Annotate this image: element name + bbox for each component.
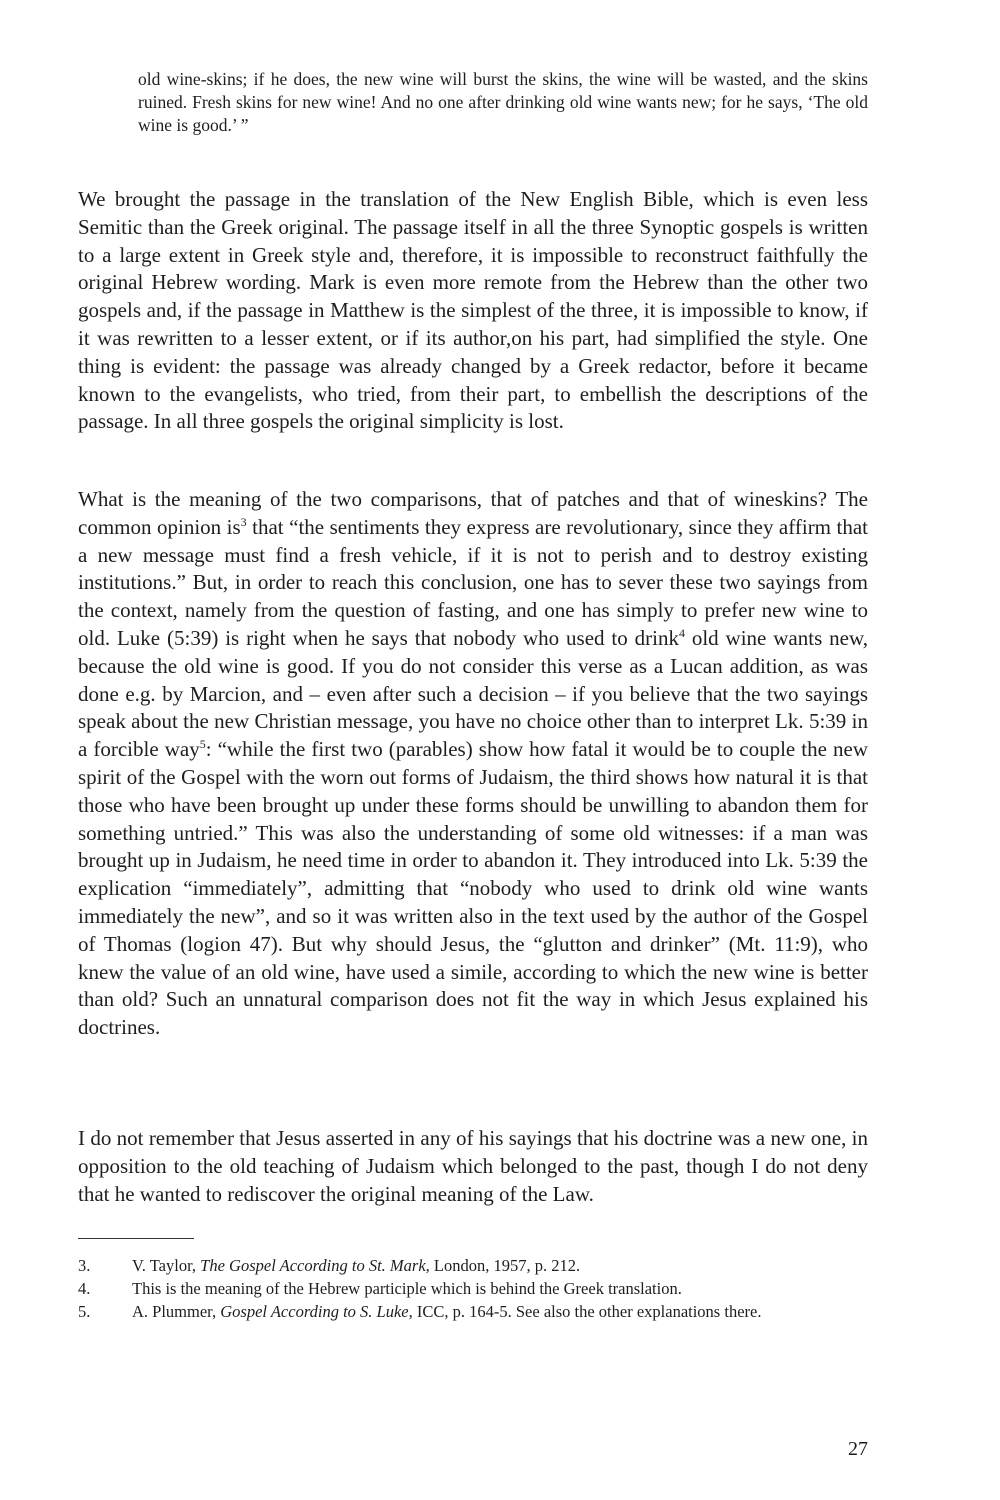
footnote-4 <box>78 1278 868 1300</box>
block-quote: old wine-skins; if he does, the new wine will burst the skins, the wine will be wasted, and the skins ruined. Fresh skins for new wine! And no one after drinking old wine wants new; for he says, ‘The old wine is good.’ ” <box>138 69 868 135</box>
footnote-number: 3. <box>78 1256 91 1275</box>
footnote-text <box>132 1301 868 1323</box>
footnote-citation: ICC, p. 164-5. See also the other explanations there. <box>412 1302 762 1321</box>
paragraph-1: We brought the passage in the translation of the New English Bible, which is even less Semitic than the Greek original. The passage itself in all the three Synoptic gospels is written to a large extent in Greek style and, therefore, it is impossible to reconstruct faithfully the original Hebrew wording. Mark is even more remote from the Hebrew than the other two gospels and, if the passage in Matthew is the simplest of the three, it is impossible to know, if it was rewritten to a lesser extent, or if its author,on his part, had simplified the style. One thing is evident: the passage was already changed by a Greek redactor, before it became known to the evangelists, who tried, from their part, to embellish the descriptions of the passage. In all three gospels the original simplicity is lost. <box>78 187 868 434</box>
footnote-title: Gospel According to S. Luke, <box>220 1302 413 1321</box>
footnote-author: V. Taylor, <box>132 1256 201 1275</box>
footnote-3 <box>78 1255 868 1277</box>
footnote-title: The Gospel According to St. Mark, <box>200 1256 430 1275</box>
footnote-citation: London, 1957, p. 212. <box>429 1256 581 1275</box>
footnote-ref-5[interactable]: 5 <box>199 737 206 752</box>
paragraph-2-text: old wine wants new, because the old wine is good. If you do not consider this verse as a Lucan addition, as was done e.g. by Marcion, and – even after such a decision – if you believe that the two sayings speak about the new Christian message, you have no choice other than to interpret Lk. 5:39 in a forcible way <box>78 625 868 762</box>
footnote-5 <box>78 1301 868 1323</box>
footnote-body: This is the meaning of the Hebrew participle which is behind the Greek translation. <box>132 1279 682 1298</box>
page-number: 27 <box>848 1438 868 1460</box>
paragraph-2 <box>78 486 868 1042</box>
footnote-ref-4[interactable]: 4 <box>678 625 685 640</box>
footnote-number: 5. <box>78 1302 91 1321</box>
paragraph-2-text: : “while the first two (parables) show how fatal it would be to couple the new spirit of the Gospel with the worn out forms of Judaism, the third shows how natural it is that those who have been brought up under these forms should be unwilling to abandon them for something untried.” This was also the understanding of some old witnesses: if a man was brought up in Judaism, he need time in order to abandon it. They introduced into Lk. 5:39 the explication “immediately”, admitting that “nobody who used to drink old wine wants immediately the new”, and so it was written also in the text used by the author of the Gospel of Thomas (logion 47). But why should Jesus, the “glutton and drinker” (Mt. 11:9), who knew the value of an old wine, have used a simile, according to which the new wine is better than old? Such an unnatural comparison does not fit the way in which Jesus explained his doctrines. <box>78 737 868 1040</box>
footnote-text <box>132 1255 868 1277</box>
footnote-number: 4. <box>78 1279 91 1298</box>
footnote-author: A. Plummer, <box>132 1302 221 1321</box>
footnote-separator <box>78 1238 194 1239</box>
footnote-text <box>132 1278 868 1300</box>
footnotes <box>78 1255 868 1324</box>
footnote-ref-3[interactable]: 3 <box>240 514 247 529</box>
paragraph-2-text: that “the sentiments they express are revolutionary, since they affirm that a new message must find a fresh vehicle, if it is not to perish and to destroy existing institutions.” But, in order to reach this conclusion, one has to sever these two sayings from the context, namely from the question of fasting, and one has simply to prefer new wine to old. Luke (5:39) is right when he says that nobody who used to drink <box>78 514 868 650</box>
paragraph-3: I do not remember that Jesus asserted in any of his sayings that his doctrine was a new one, in opposition to the old teaching of Judaism which belonged to the past, though I do not deny that he wanted to rediscover the original meaning of the Law. <box>78 1126 868 1206</box>
paragraph-2-text: What is the meaning of the two comparisons, that of patches and that of wineskins? The common opinion is <box>78 487 868 539</box>
